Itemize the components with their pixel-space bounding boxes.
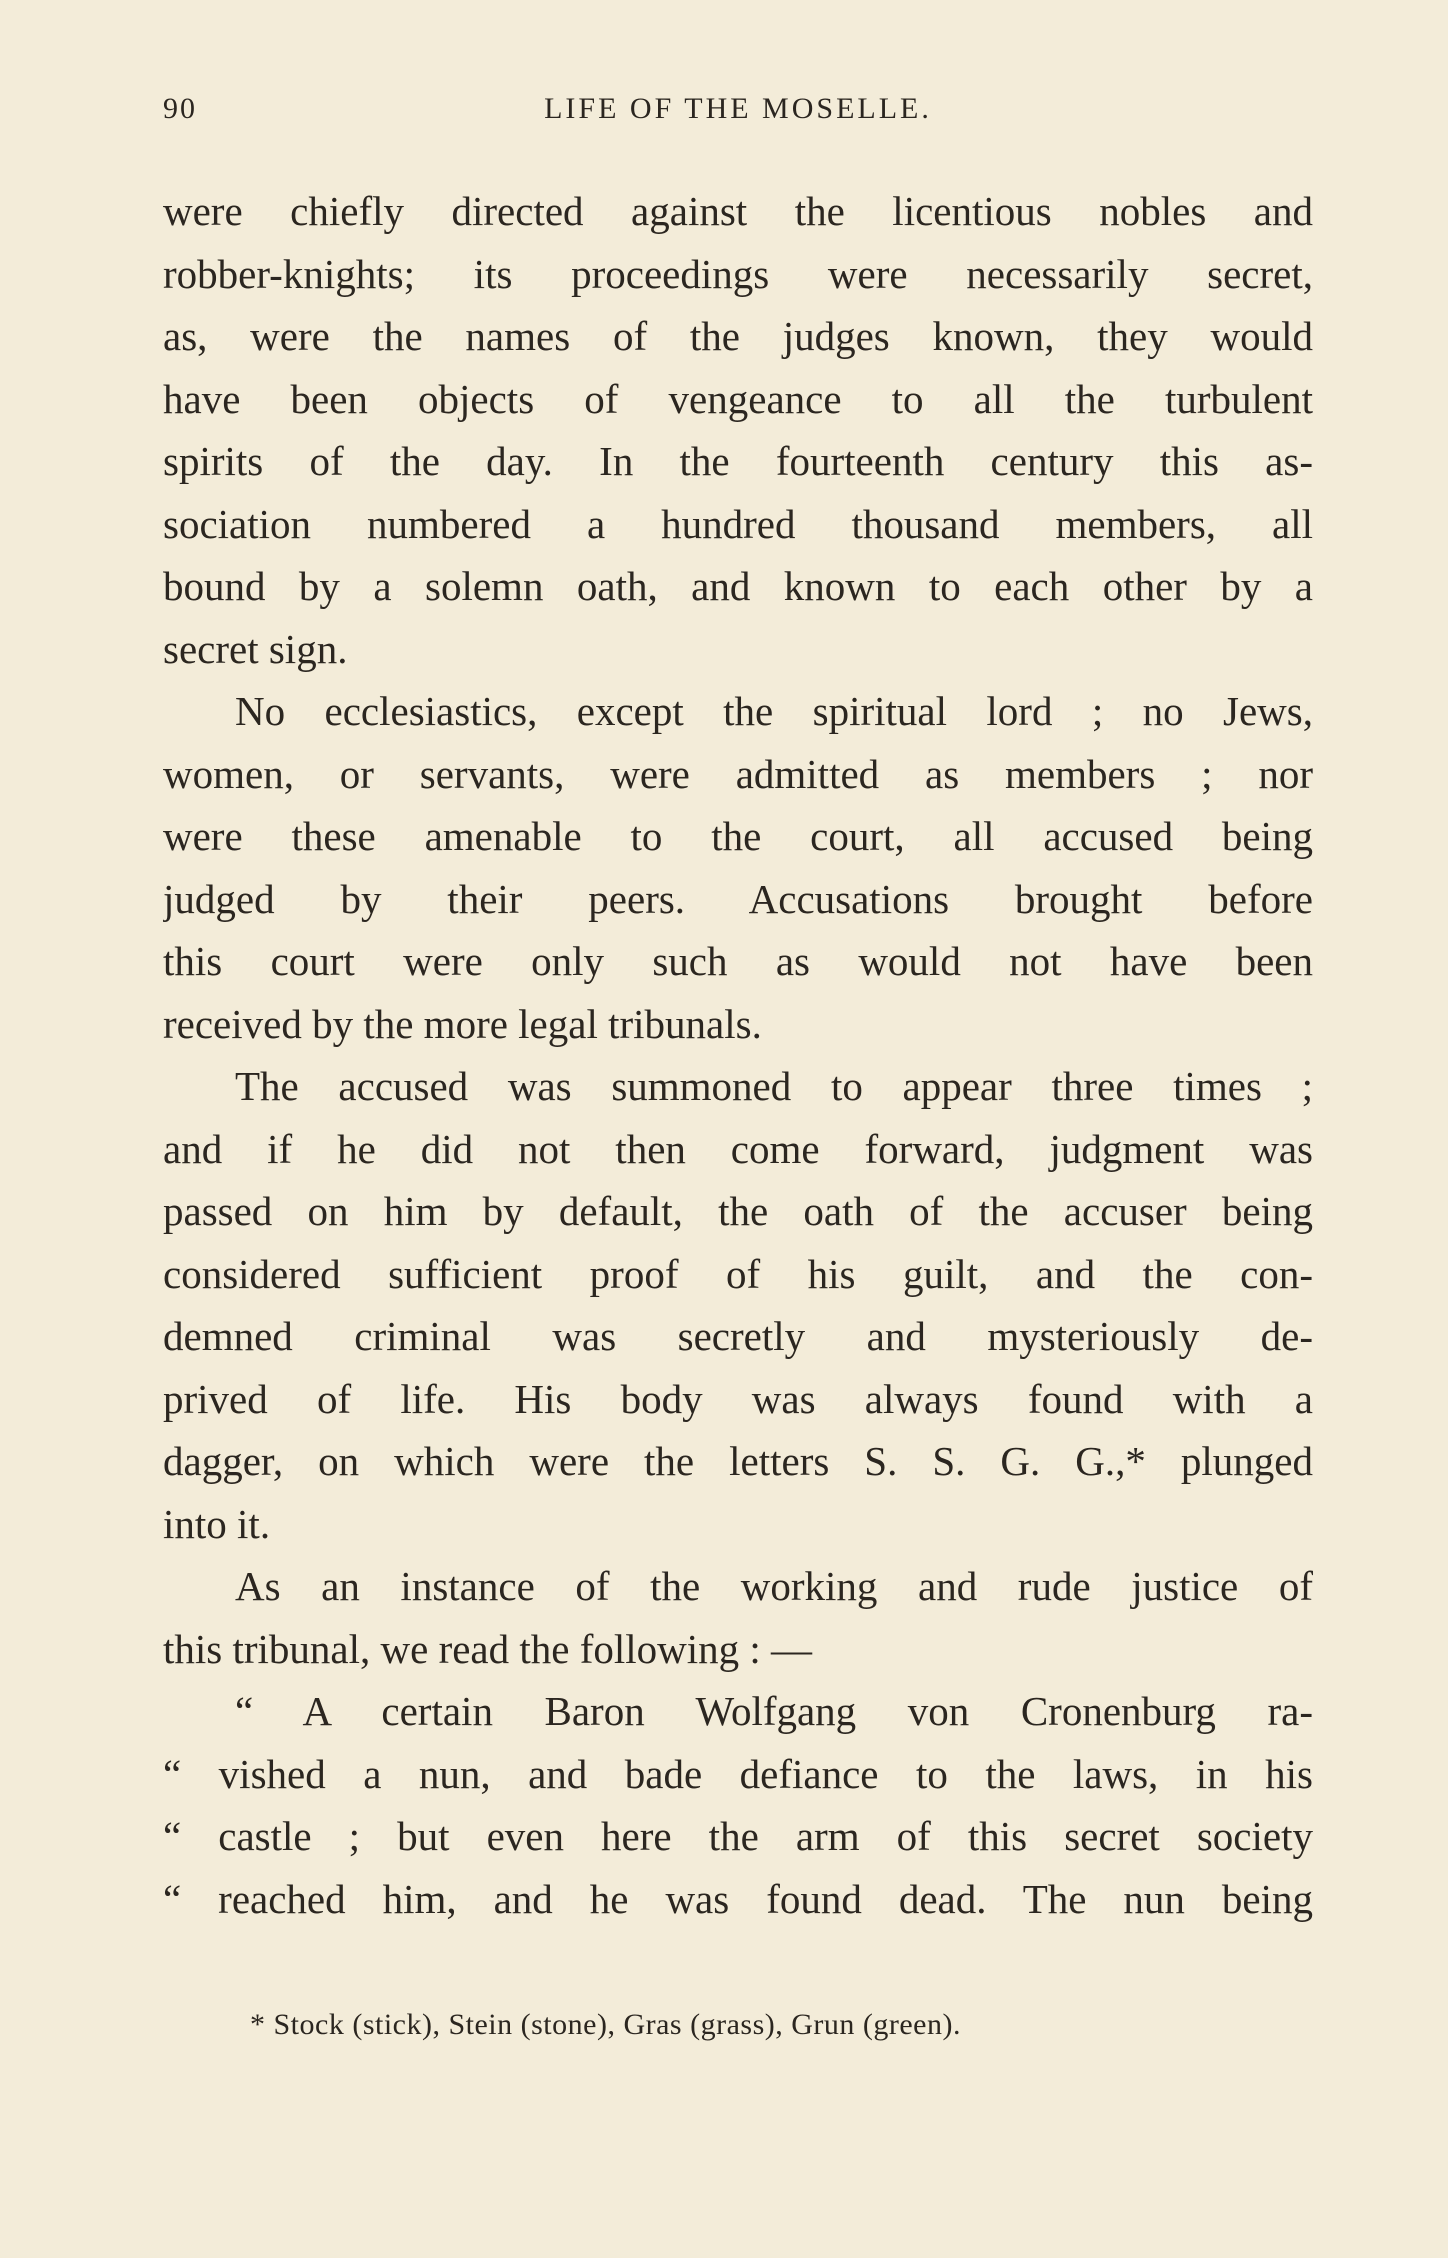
footnote: * Stock (stick), Stein (stone), Gras (grass), Grun (green). [250, 2008, 961, 2041]
text-line: sociation numbered a hundred thousand members, all [163, 500, 1313, 547]
text-line: considered sufficient proof of his guilt, and the con- [163, 1250, 1313, 1297]
text-line: No ecclesiastics, except the spiritual lord ; no Jews, [235, 688, 1313, 734]
quote-line: “ vished a nun, and bade defiance to the laws, in his [163, 1750, 1313, 1797]
text-line: were these amenable to the court, all accused being [163, 813, 1313, 859]
text-line: spirits of the day. In the fourteenth century this as- [163, 438, 1313, 484]
body-text [163, 180, 1313, 1930]
text-line: secret sign. [163, 625, 348, 672]
quote-line: “ A certain Baron Wolfgang von Cronenburg ra- [235, 1688, 1313, 1734]
text-line: received by the more legal tribunals. [163, 1000, 762, 1047]
text-line: and if he did not then come forward, judgment was [163, 1125, 1313, 1172]
text-line: as, were the names of the judges known, they would [163, 313, 1313, 359]
text-line: women, or servants, were admitted as members ; nor [163, 750, 1313, 797]
text-line: passed on him by default, the oath of the accuser being [163, 1188, 1313, 1234]
text-line: The accused was summoned to appear three times ; [235, 1063, 1313, 1109]
text-line: have been objects of vengeance to all the turbulent [163, 375, 1313, 422]
text-line: judged by their peers. Accusations brought before [163, 875, 1313, 922]
running-title: LIFE OF THE MOSELLE. [544, 92, 932, 125]
text-line: prived of life. His body was always found with a [163, 1375, 1313, 1422]
page-number: 90 [163, 92, 197, 125]
text-line: bound by a solemn oath, and known to each other by a [163, 563, 1313, 609]
text-line: dagger, on which were the letters S. S. G. G.,* plunged [163, 1438, 1313, 1484]
text-line: were chiefly directed against the licentious nobles and [163, 188, 1313, 234]
quote-line: “ reached him, and he was found dead. The nun being [163, 1875, 1313, 1922]
page-header [163, 92, 1313, 132]
text-line: this court were only such as would not have been [163, 938, 1313, 984]
text-line: this tribunal, we read the following : — [163, 1625, 813, 1672]
text-line: demned criminal was secretly and mysteriously de- [163, 1313, 1313, 1359]
text-line: As an instance of the working and rude justice of [235, 1563, 1313, 1609]
quote-line: “ castle ; but even here the arm of this secret society [163, 1813, 1313, 1859]
text-line: into it. [163, 1500, 271, 1547]
text-line: robber-knights; its proceedings were necessarily secret, [163, 250, 1313, 297]
